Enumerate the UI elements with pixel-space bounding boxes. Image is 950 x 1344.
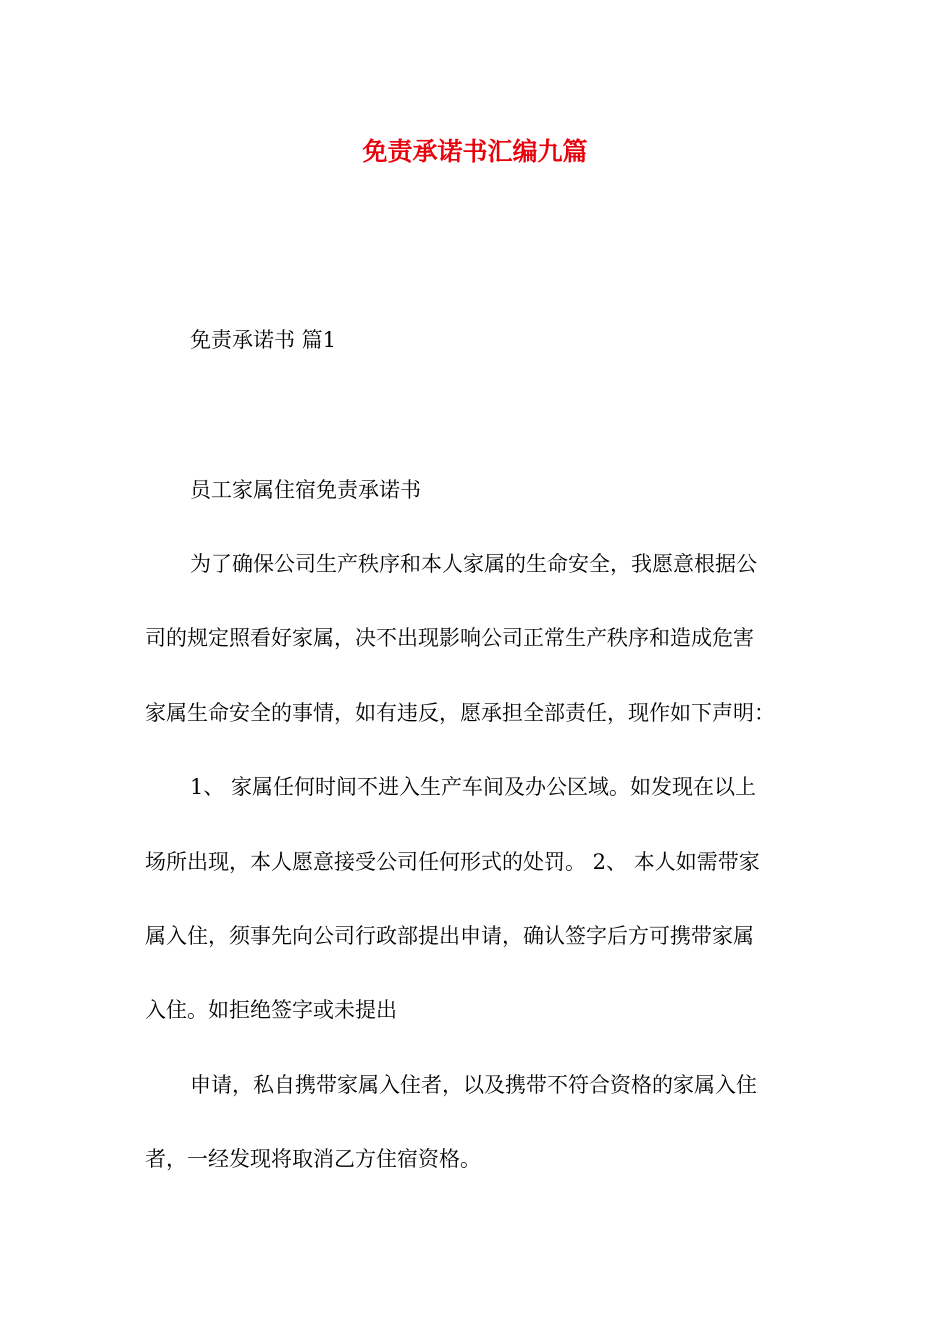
paragraph-line: 1、 家属任何时间不进入生产车间及办公区域。如发现在以上 (190, 775, 757, 799)
paragraph-line: 申请，私自携带家属入住者，以及携带不符合资格的家属入住 (190, 1073, 757, 1097)
paragraph-line: 属入住，须事先向公司行政部提出申请，确认签字后方可携带家属 (145, 924, 754, 948)
paragraph-line: 入住。如拒绝签字或未提出 (145, 998, 397, 1022)
paragraph-line: 家属生命安全的事情，如有违反，愿承担全部责任，现作如下声明： (145, 701, 775, 725)
document-subtitle: 员工家属住宿免责承诺书 (190, 478, 421, 502)
document-title: 免责承诺书汇编九篇 (362, 137, 588, 166)
paragraph-line: 场所出现，本人愿意接受公司任何形式的处罚。 2、 本人如需带家 (145, 850, 760, 874)
paragraph-line: 者，一经发现将取消乙方住宿资格。 (145, 1147, 481, 1171)
paragraph-line: 为了确保公司生产秩序和本人家属的生命安全，我愿意根据公 (190, 552, 757, 576)
section-heading: 免责承诺书 篇1 (190, 328, 337, 352)
paragraph-line: 司的规定照看好家属，决不出现影响公司正常生产秩序和造成危害 (145, 626, 754, 650)
